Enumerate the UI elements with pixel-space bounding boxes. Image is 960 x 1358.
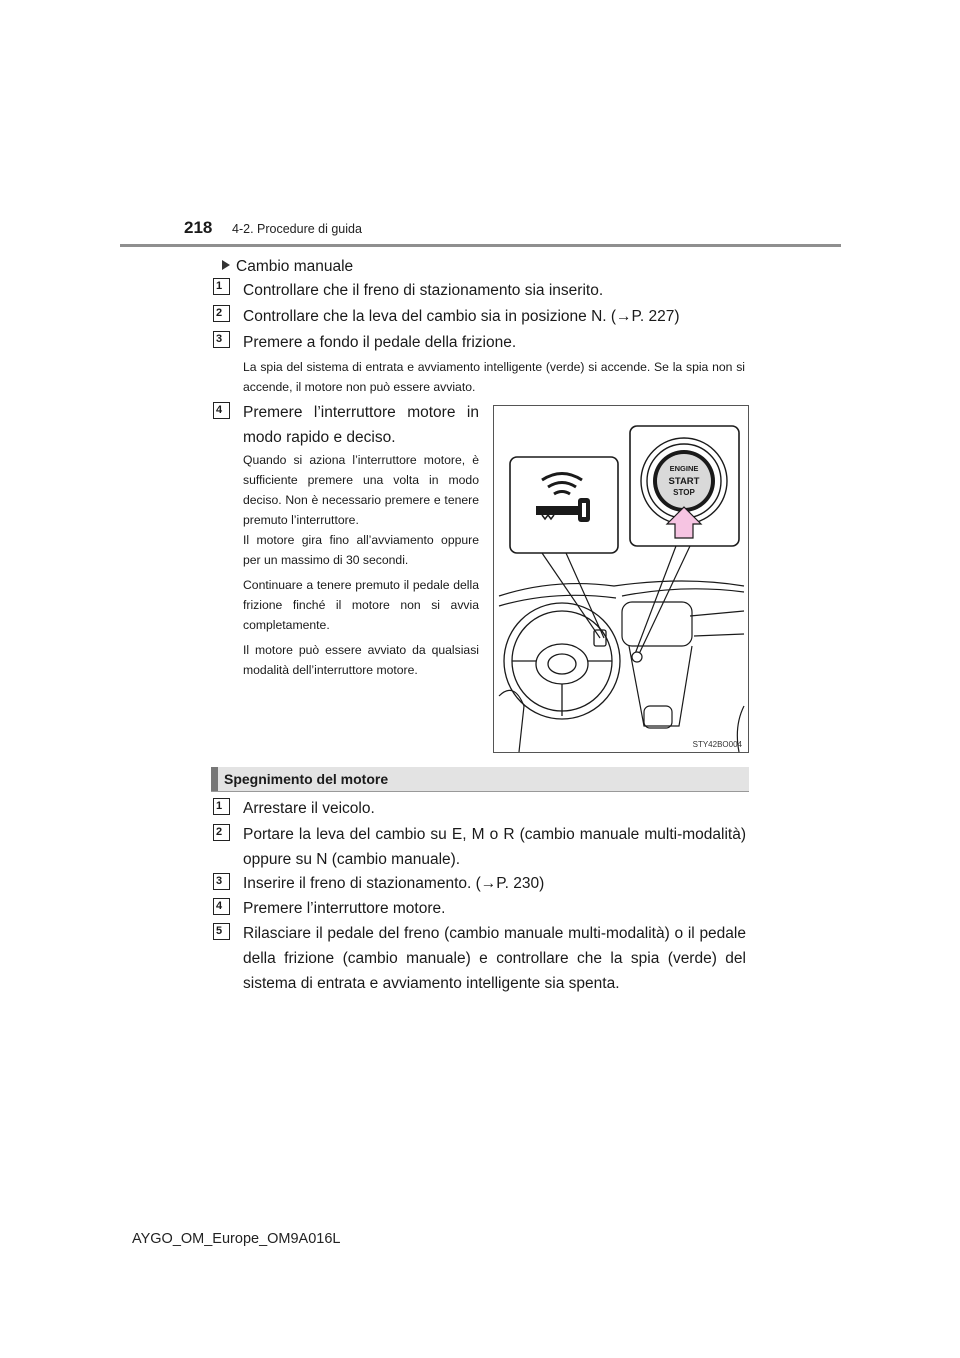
button-label-line-2: START	[668, 476, 700, 487]
steering-wheel-icon	[504, 603, 620, 719]
section-title: 4-2. Procedure di guida	[232, 222, 362, 236]
stop-step-number-2: 2	[213, 824, 230, 841]
stop-step-number-5: 5	[213, 923, 230, 940]
stop-step-number-4: 4	[213, 898, 230, 915]
button-label-line-3: STOP	[673, 488, 695, 497]
stop-step-3-text: Inserire il freno di stazionamento. (→P. 230)	[243, 875, 545, 892]
footer-code: AYGO_OM_Europe_OM9A016L	[132, 1231, 341, 1247]
page-number: 218	[184, 218, 213, 237]
stop-step-5-text: Rilasciare il pedale del freno (cambio manuale multi-modalità) o il pedale della frizione (cambio manuale) e controllare che la spia (verde) del sistema di entrata e avviamento intelligente sia spenta.	[243, 925, 746, 992]
subsection-title-text: Cambio manuale	[236, 258, 354, 275]
figure-code: STY42BO004	[692, 740, 742, 749]
bullet-triangle-icon	[222, 260, 230, 270]
button-label-line-1: ENGINE	[669, 464, 699, 473]
stop-step-2-text: Portare la leva del cambio su E, M o R (cambio manuale multi-modalità) oppure su N (cambio manuale).	[243, 826, 746, 868]
step-4-note-1: Quando si aziona l’interruttore motore, è sufficiente premere una volta in modo deciso. Non è necessario premere e tenere premuto l’interruttore.	[243, 453, 479, 527]
stop-step-1-text: Arrestare il veicolo.	[243, 800, 375, 817]
step-number-2: 2	[213, 305, 230, 322]
step-1-text: Controllare che il freno di stazionamento sia inserito.	[243, 282, 604, 299]
step-4-text: Premere l’interruttore motore in modo rapido e deciso.	[243, 404, 479, 446]
stop-step-number-1: 1	[213, 798, 230, 815]
stop-step-number-3: 3	[213, 873, 230, 890]
step-2-text: Controllare che la leva del cambio sia in posizione N. (→P. 227)	[243, 308, 680, 325]
step-4-note-3: Continuare a tenere premuto il pedale della frizione finché il motore non si avvia completamente.	[243, 578, 479, 632]
stop-step-4-text: Premere l’interruttore motore.	[243, 900, 446, 917]
heading-accent	[211, 767, 218, 791]
step-4-note-4: Il motore può essere avviato da qualsiasi modalità dell’interruttore motore.	[243, 643, 479, 677]
illustration-svg	[494, 406, 748, 752]
header-divider	[120, 244, 841, 247]
step-3-text: Premere a fondo il pedale della frizione.	[243, 334, 517, 351]
key-indicator-box	[510, 457, 618, 553]
callout-lines	[542, 546, 690, 654]
switch-location-marker	[632, 652, 642, 662]
step-number-4: 4	[213, 402, 230, 419]
subsection-title	[222, 254, 353, 279]
step-4-note-2: Il motore gira fino all’avviamento oppure per un massimo di 30 secondi.	[243, 533, 479, 567]
section-heading: Spegnimento del motore	[224, 771, 389, 787]
section-heading-bar	[211, 767, 749, 792]
step-number-3: 3	[213, 331, 230, 348]
step-number-1: 1	[213, 278, 230, 295]
engine-switch-illustration	[493, 405, 749, 753]
step-3-note: La spia del sistema di entrata e avviamento intelligente (verde) si accende. Se la spia non si accende, il motore non può essere avviato.	[243, 360, 745, 394]
